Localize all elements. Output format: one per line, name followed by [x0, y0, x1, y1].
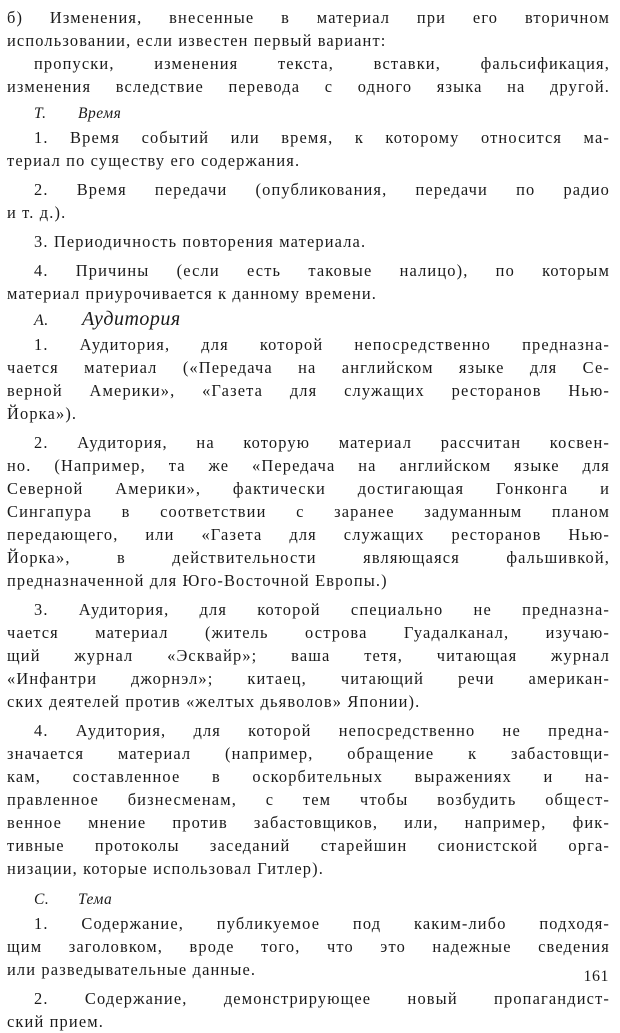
paragraph [7, 259, 610, 305]
section-title: Аудитория [82, 308, 181, 330]
text-line: передающего, или «Газета для служащих ресторанов Нью- [7, 525, 610, 544]
text-line: 4. Причины (если есть таковые налицо), по которым [34, 261, 610, 280]
paragraph [7, 719, 610, 880]
text-line: Йорка»). [7, 404, 78, 423]
time-list [7, 126, 610, 305]
text-line: и т. д.). [7, 203, 67, 222]
paragraph [7, 333, 610, 425]
section-letter: Т. [34, 105, 47, 122]
text-line: 1. Содержание, публикуемое под каким-либо подходя- [34, 914, 610, 933]
text-line: правленное бизнесменам, с тем чтобы возбудить общест- [7, 790, 610, 809]
text-line: использовании, если известен первый вариант: [7, 31, 387, 50]
page-number: 161 [583, 968, 609, 985]
audience-list [7, 333, 610, 880]
section-title: Время [78, 105, 122, 122]
text-line: венное мнение против забастовщиков, или, например, фик- [7, 813, 610, 832]
section-heading-time [7, 102, 610, 126]
text-line: 2. Время передачи (опубликования, передачи по радио [34, 180, 610, 199]
paragraph [7, 598, 610, 713]
text-line: 3. Периодичность повторения материала. [34, 232, 367, 251]
text-line: предназначенной для Юго-Восточной Европы.) [7, 571, 388, 590]
text-line: низации, которые использовал Гитлер). [7, 859, 325, 878]
text-line: Сингапура в соответствии с заранее задуманным планом [7, 502, 610, 521]
text-line: 1. Аудитория, для которой непосредственно предназна- [34, 335, 610, 354]
paragraph [7, 178, 610, 224]
text-line: но. (Например, та же «Передача на английском языке для [7, 456, 610, 475]
section-heading-audience [7, 307, 610, 333]
text-line: чается материал (житель острова Гуадалканал, изучаю- [7, 623, 610, 642]
text-line: тивные протоколы заседаний старейшин сионистской орга- [7, 836, 610, 855]
text-line: ский прием. [7, 1012, 105, 1031]
paragraph [7, 431, 610, 592]
text-line: Йорка», в действительности являющаяся фальшивкой, [7, 548, 610, 567]
theme-list [7, 912, 610, 1033]
paragraph [7, 126, 610, 172]
section-letter: С. [34, 891, 50, 908]
text-line: «Инфантри джорнэл»; китаец, читающий речи американ- [7, 669, 610, 688]
text-line: верной Америки», «Газета для служащих ресторанов Нью- [7, 381, 610, 400]
text-line: чается материал («Передача на английском языке для Се- [7, 358, 610, 377]
text-line: пропуски, изменения текста, вставки, фальсификация, [34, 54, 610, 73]
text-line: щим заголовком, вроде того, что это надежные сведения [7, 937, 610, 956]
paragraph [7, 912, 610, 981]
text-line: 3. Аудитория, для которой специально не предназна- [34, 600, 610, 619]
text-line: кам, составленное в оскорбительных выражениях и на- [7, 767, 610, 786]
text-line: значается материал (например, обращение к забастовщи- [7, 744, 610, 763]
text-line: 1. Время событий или время, к которому относится ма- [34, 128, 610, 147]
paragraph [7, 987, 610, 1033]
text-line: териал по существу его содержания. [7, 151, 301, 170]
paragraph [7, 230, 610, 253]
text-line: 4. Аудитория, для которой непосредственно не предна- [34, 721, 610, 740]
text-line: материал приурочивается к данному времени. [7, 284, 378, 303]
text-line: Северной Америки», фактически достигающая Гонконга и [7, 479, 610, 498]
text-line: ских деятелей против «желтых дьяволов» Японии). [7, 692, 421, 711]
text-line: щий журнал «Эсквайр»; ваша тетя, читающая журнал [7, 646, 610, 665]
section-heading-theme [7, 888, 610, 912]
text-line: или разведывательные данные. [7, 960, 257, 979]
section-title: Тема [78, 891, 113, 908]
section-letter: А. [34, 312, 49, 329]
text-line: 2. Содержание, демонстрирующее новый пропагандист- [34, 989, 610, 1008]
text-line: б) Изменения, внесенные в материал при его вторичном [7, 8, 610, 27]
text-line: изменения вследствие перевода с одного языка на другой. [7, 77, 610, 96]
text-line: 2. Аудитория, на которую материал рассчитан косвен- [34, 433, 610, 452]
